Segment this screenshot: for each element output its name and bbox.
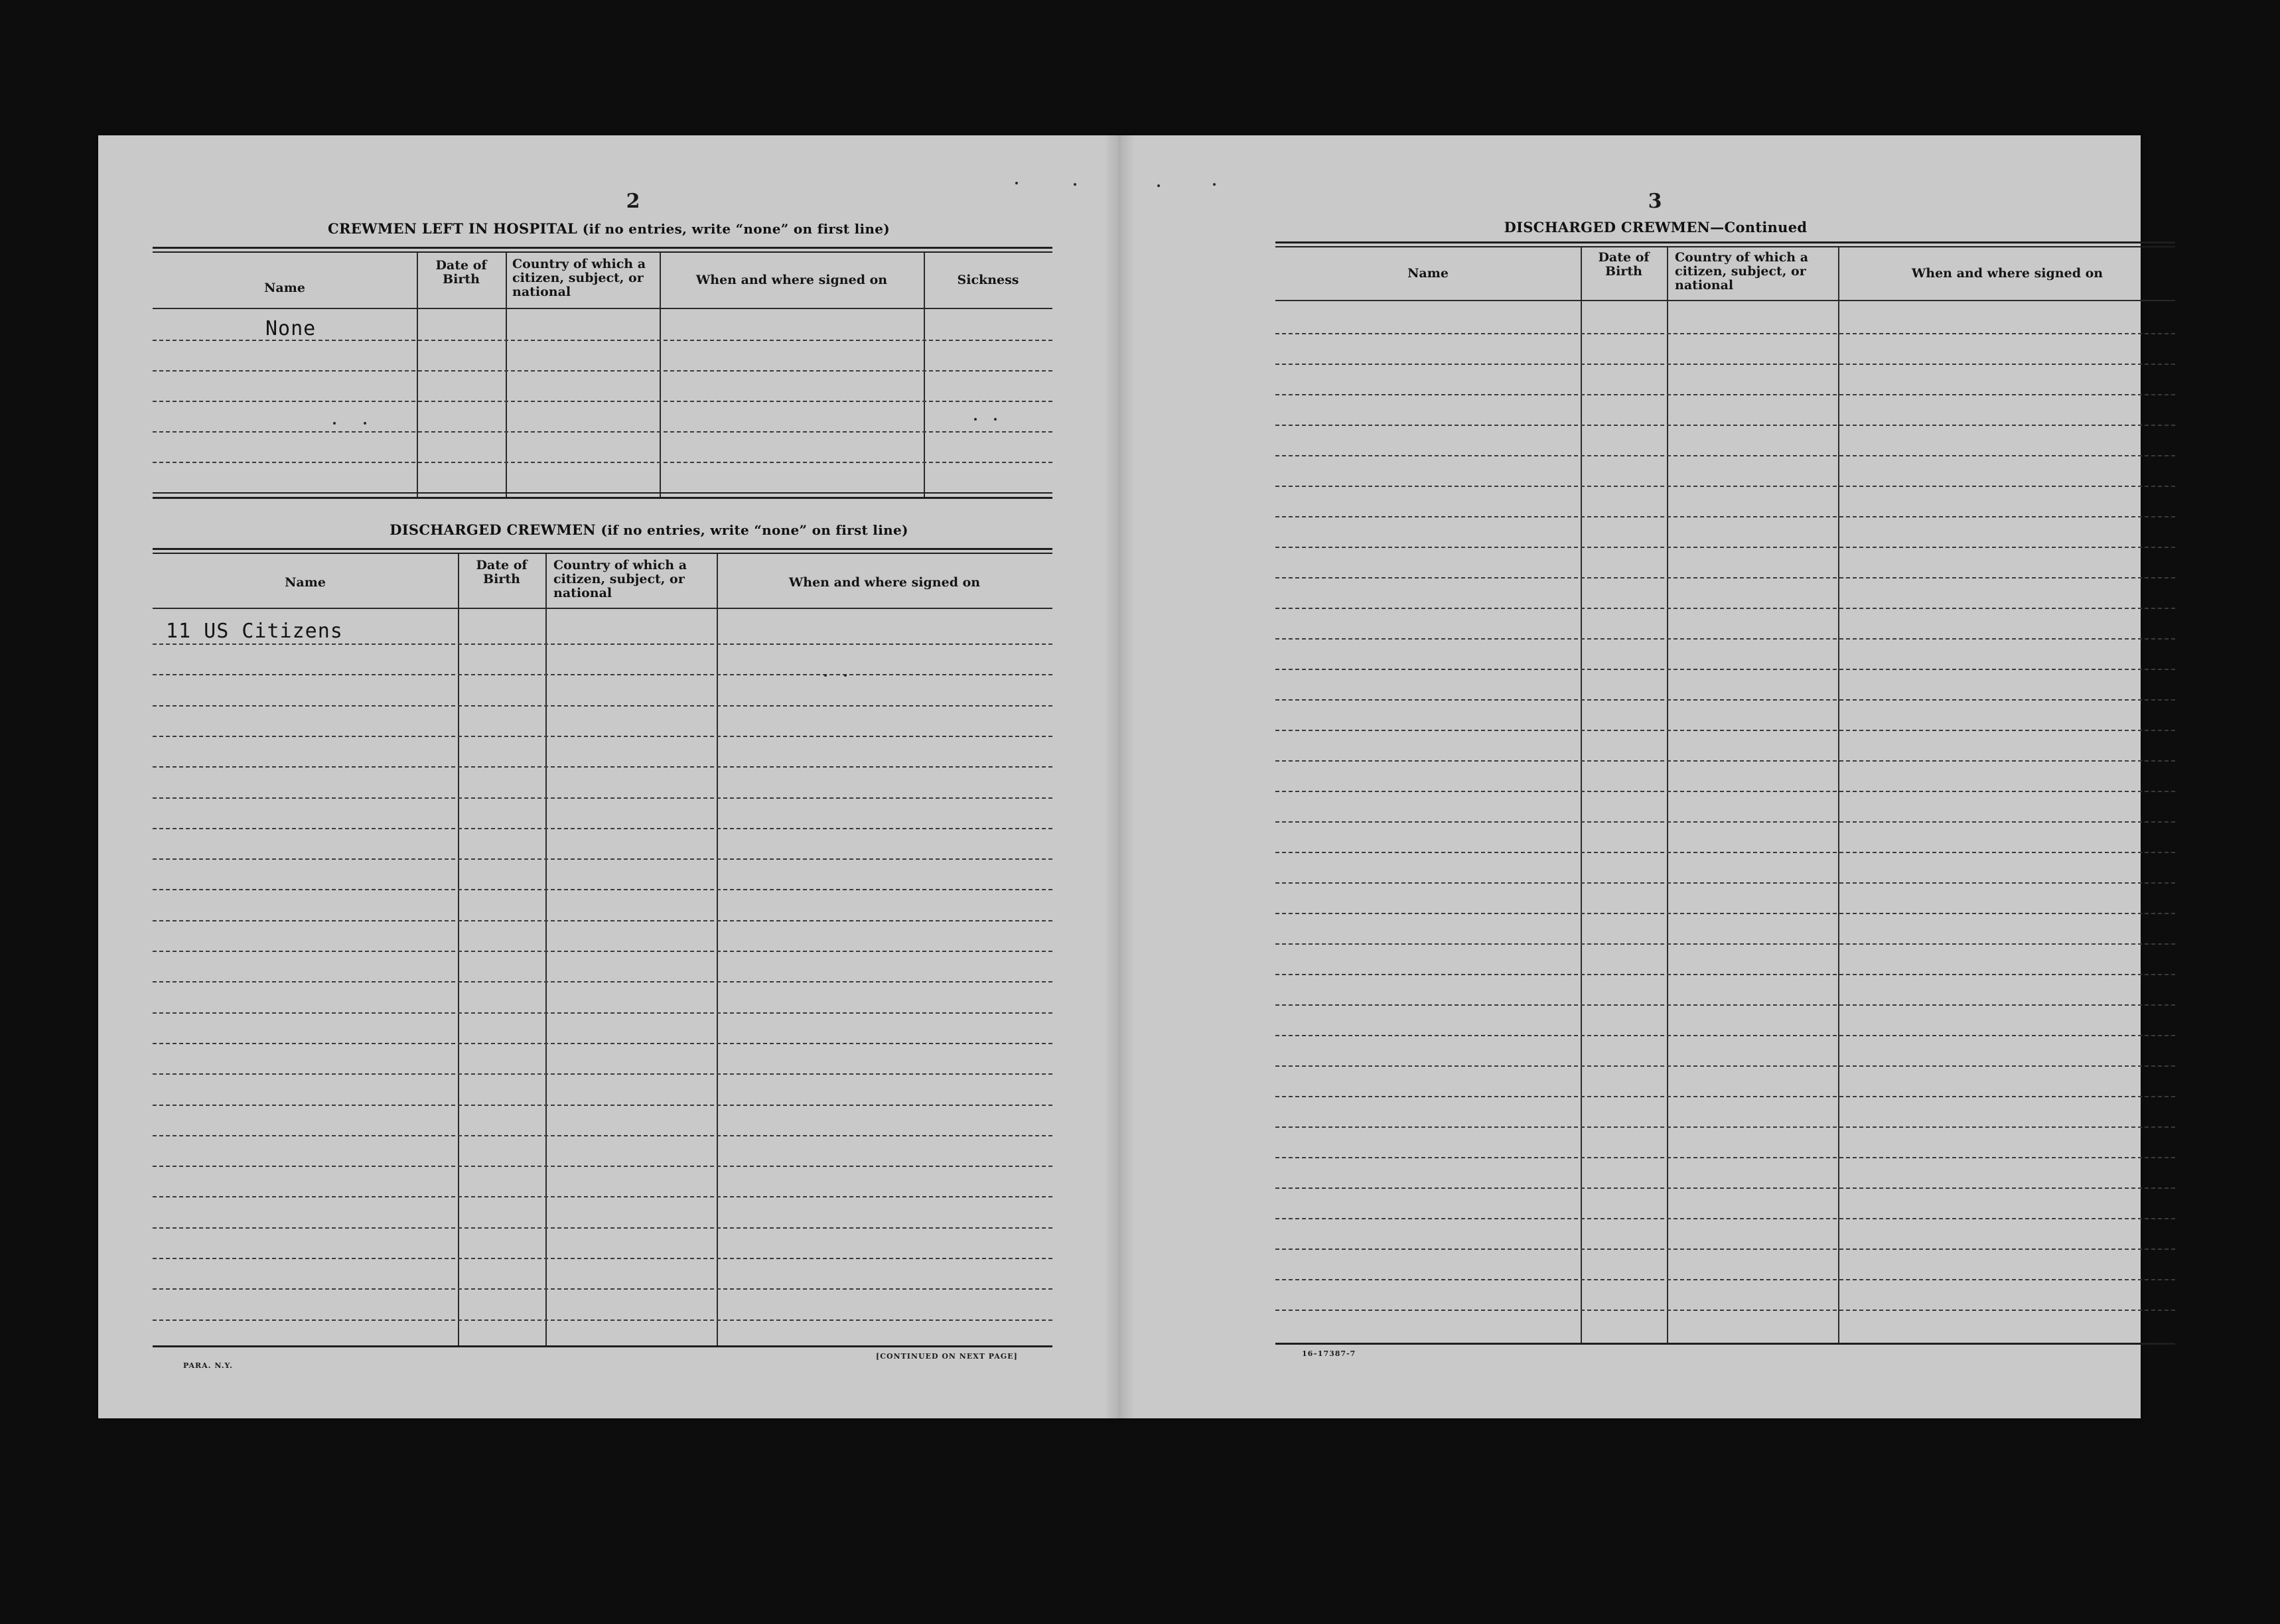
continued-section-title: DISCHARGED CREWMEN—Continued — [1504, 219, 1808, 236]
ruled-line — [1275, 333, 2175, 334]
col-header-signed: When and where signed on — [695, 273, 888, 287]
scan-speck — [333, 422, 336, 425]
discharged-entry: 11 US Citizens — [166, 620, 343, 643]
ruled-line — [153, 828, 1052, 829]
hospital-section-title — [98, 220, 1119, 237]
scan-speck — [974, 418, 977, 421]
hospital-title-note: (if no entries, write “none” on first line) — [582, 221, 891, 237]
ruled-line — [153, 981, 1052, 982]
col-header-country: Country of which a citizen, subject, or national — [553, 558, 687, 600]
discharged-ledger — [153, 548, 1052, 1351]
ruled-line — [1275, 882, 2175, 884]
ruled-line — [1275, 1126, 2175, 1128]
col-header-country: Country of which a citizen, subject, or national — [1675, 250, 1809, 293]
ruled-line — [1275, 1218, 2175, 1219]
ruled-line — [1275, 1157, 2175, 1158]
ruled-line — [1275, 516, 2175, 517]
scan-speck — [844, 674, 847, 677]
ruled-line — [153, 889, 1052, 890]
continued-ledger — [1275, 241, 2175, 1349]
ruled-line — [1275, 577, 2175, 578]
ruled-line — [1275, 364, 2175, 365]
col-header-name: Name — [264, 281, 305, 295]
ruled-line — [1275, 547, 2175, 548]
ruled-line — [1275, 1035, 2175, 1036]
ruled-line — [153, 1196, 1052, 1197]
col-header-name: Name — [1407, 266, 1449, 281]
printer-mark: PARA. N.Y. — [183, 1361, 233, 1370]
ruled-line — [1275, 943, 2175, 945]
ruled-line — [1275, 1310, 2175, 1311]
col-header-signed: When and where signed on — [788, 575, 981, 590]
col-header-signed: When and where signed on — [1911, 266, 2103, 281]
ruled-line — [153, 797, 1052, 799]
ruled-line — [153, 1135, 1052, 1136]
scan-speck — [364, 422, 366, 425]
ruled-line — [153, 705, 1052, 707]
page-number: 3 — [1648, 190, 1662, 213]
ruled-line — [1275, 669, 2175, 670]
hospital-title-text: CREWMEN LEFT IN HOSPITAL — [327, 220, 578, 237]
ruled-line — [153, 1320, 1052, 1321]
scan-speck — [1213, 183, 1216, 186]
ruled-line — [1275, 425, 2175, 426]
ruled-line — [1275, 1249, 2175, 1250]
col-header-country: Country of which a citizen, subject, or national — [512, 257, 646, 299]
form-number: 16–17387-7 — [1302, 1349, 1356, 1358]
ruled-line — [153, 1073, 1052, 1075]
ruled-line — [153, 736, 1052, 737]
ruled-line — [153, 858, 1052, 860]
ruled-line — [1275, 913, 2175, 914]
ruled-line — [153, 1227, 1052, 1229]
ruled-line — [153, 674, 1052, 675]
ruled-line — [1275, 394, 2175, 395]
right-page — [1119, 135, 2141, 1418]
ruled-line — [1275, 760, 2175, 762]
ruled-line — [153, 1288, 1052, 1290]
ruled-line — [153, 1258, 1052, 1259]
ruled-line — [1275, 1004, 2175, 1006]
scan-speck — [824, 674, 827, 677]
ruled-line — [153, 951, 1052, 952]
ruled-line — [153, 643, 1052, 645]
ruled-line — [1275, 852, 2175, 853]
left-page — [98, 135, 1119, 1418]
ruled-line — [1275, 974, 2175, 975]
scan-speck — [1074, 183, 1076, 186]
continued-note: [CONTINUED ON NEXT PAGE] — [876, 1352, 1018, 1361]
col-header-dob: Date of Birth — [476, 558, 528, 586]
ruled-line — [1275, 730, 2175, 731]
discharged-title-note: (if no entries, write “none” on first line) — [601, 522, 908, 538]
page-number: 2 — [626, 190, 640, 213]
ruled-line — [1275, 1187, 2175, 1189]
ruled-line — [153, 920, 1052, 921]
ruled-line — [1275, 638, 2175, 640]
scan-speck — [1015, 182, 1018, 184]
ruled-line — [153, 1043, 1052, 1044]
ruled-line — [1275, 455, 2175, 456]
scan-speck — [1157, 184, 1160, 187]
col-header-dob: Date of Birth — [1598, 250, 1650, 279]
ruled-line — [1275, 791, 2175, 792]
ruled-line — [1275, 486, 2175, 487]
scanned-document — [98, 135, 2141, 1418]
ruled-line — [1275, 1279, 2175, 1280]
col-header-dob: Date of Birth — [435, 258, 487, 287]
ruled-line — [1275, 608, 2175, 609]
discharged-title-text: DISCHARGED CREWMEN — [390, 521, 596, 538]
ruled-line — [1275, 821, 2175, 823]
ruled-line — [1275, 699, 2175, 701]
ruled-line — [153, 1105, 1052, 1106]
scan-speck — [994, 418, 997, 421]
ruled-line — [153, 1166, 1052, 1167]
ruled-line — [1275, 1065, 2175, 1067]
ruled-line — [1275, 1096, 2175, 1097]
discharged-section-title — [98, 521, 1200, 538]
col-header-name: Name — [285, 575, 326, 590]
col-header-sickness: Sickness — [957, 273, 1019, 287]
ruled-line — [153, 1012, 1052, 1014]
hospital-entry: None — [265, 317, 317, 340]
ruled-line — [153, 766, 1052, 768]
